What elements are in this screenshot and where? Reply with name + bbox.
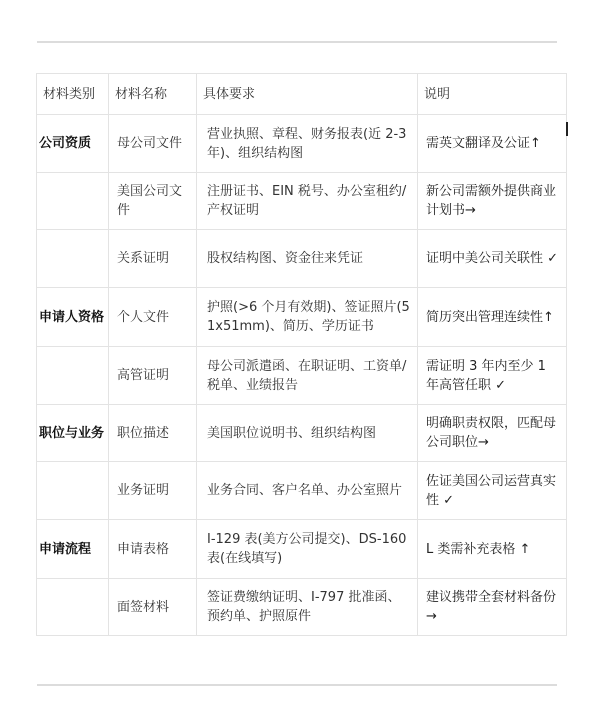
category-cell: [37, 347, 109, 405]
requirement-cell: 母公司派遣函、在职证明、工资单/税单、业绩报告: [197, 347, 418, 405]
category-cell: [37, 173, 109, 230]
category-cell: [37, 579, 109, 636]
note-cell: 需证明 3 年内至少 1 年高管任职 ✓: [418, 347, 567, 405]
category-cell: [37, 462, 109, 520]
note-cell: L 类需补充表格 ↑: [418, 520, 567, 579]
material-name-cell: 个人文件: [109, 288, 197, 347]
table-row: [37, 405, 567, 462]
header-category: 材料类别: [37, 74, 109, 115]
table-row: [37, 230, 567, 288]
requirement-cell: 股权结构图、资金往来凭证: [197, 230, 418, 288]
note-cell: 证明中美公司关联性 ✓: [418, 230, 567, 288]
table-row: [37, 579, 567, 636]
header-name: 材料名称: [109, 74, 197, 115]
material-name-cell: 面签材料: [109, 579, 197, 636]
requirement-cell: 签证费缴纳证明、I-797 批准函、预约单、护照原件: [197, 579, 418, 636]
material-name-cell: 职位描述: [109, 405, 197, 462]
category-cell: 申请人资格: [37, 288, 109, 347]
requirement-cell: 美国职位说明书、组织结构图: [197, 405, 418, 462]
category-cell: [37, 230, 109, 288]
requirement-cell: 业务合同、客户名单、办公室照片: [197, 462, 418, 520]
requirement-cell: 营业执照、章程、财务报表(近 2-3 年)、组织结构图: [197, 115, 418, 173]
header-requirement: 具体要求: [197, 74, 418, 115]
table-row: [37, 462, 567, 520]
requirement-cell: 护照(>6 个月有效期)、签证照片(51x51mm)、简历、学历证书: [197, 288, 418, 347]
top-divider: [37, 41, 557, 43]
requirement-cell: 注册证书、EIN 税号、办公室租约/产权证明: [197, 173, 418, 230]
note-cell: 明确职责权限，匹配母公司职位→: [418, 405, 567, 462]
note-cell: 新公司需额外提供商业计划书→: [418, 173, 567, 230]
category-cell: 申请流程: [37, 520, 109, 579]
table-row: [37, 115, 567, 173]
table-row: [37, 288, 567, 347]
category-cell: 公司资质: [37, 115, 109, 173]
category-cell: 职位与业务: [37, 405, 109, 462]
material-name-cell: 关系证明: [109, 230, 197, 288]
table-header-row: [37, 74, 567, 115]
note-cell: 建议携带全套材料备份→: [418, 579, 567, 636]
requirement-cell: I-129 表(美方公司提交)、DS-160 表(在线填写): [197, 520, 418, 579]
material-name-cell: 母公司文件: [109, 115, 197, 173]
material-name-cell: 业务证明: [109, 462, 197, 520]
materials-table: [36, 73, 567, 636]
material-name-cell: 美国公司文件: [109, 173, 197, 230]
material-name-cell: 高管证明: [109, 347, 197, 405]
bottom-divider: [37, 684, 557, 686]
table-row: [37, 347, 567, 405]
note-cell: 需英文翻译及公证↑: [418, 115, 567, 173]
note-cell: 简历突出管理连续性↑: [418, 288, 567, 347]
note-cell: 佐证美国公司运营真实性 ✓: [418, 462, 567, 520]
table-row: [37, 173, 567, 230]
text-cursor: [566, 122, 568, 136]
header-note: 说明: [418, 74, 567, 115]
material-name-cell: 申请表格: [109, 520, 197, 579]
table-row: [37, 520, 567, 579]
